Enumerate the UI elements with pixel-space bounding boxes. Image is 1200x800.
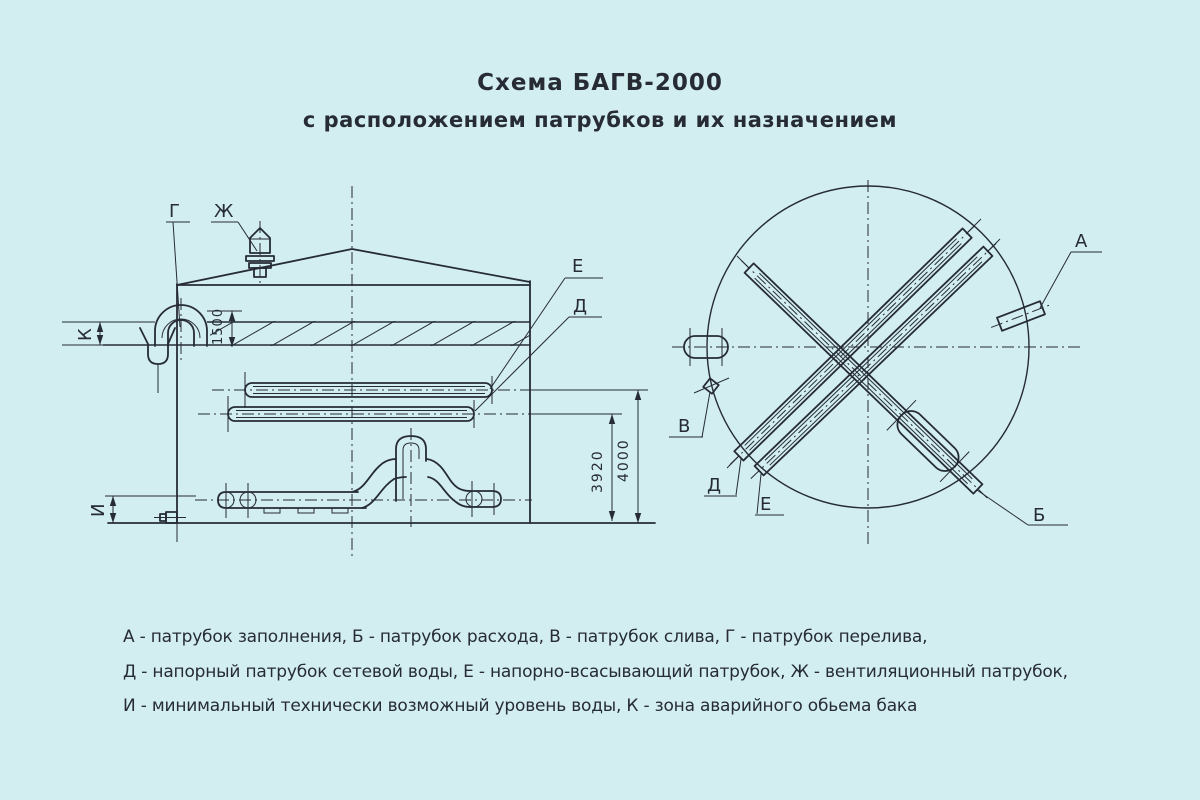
drawing-subtitle: с расположением патрубков и их назначением: [302, 108, 898, 132]
label-i: И: [88, 503, 109, 517]
label-e-side: Е: [572, 256, 584, 277]
top-view-labels: [669, 231, 1102, 526]
pipe-e-side: [212, 372, 648, 408]
label-k: К: [75, 328, 96, 341]
vent-cap: [246, 221, 274, 286]
legend: [123, 620, 1133, 724]
pipe-a-stub: [989, 298, 1054, 334]
label-a: А: [1075, 231, 1088, 252]
label-zh: Ж: [214, 201, 234, 222]
legend-line-3: И - минимальный технически возможный уровень воды, К - зона аварийного обьема бака: [123, 696, 918, 716]
roof-line: [177, 249, 530, 285]
drawing-title: Схема БАГВ-2000: [477, 70, 723, 96]
dimension-i: [88, 496, 196, 523]
label-d-plan: Д: [707, 475, 722, 496]
dimension-3920: [590, 414, 612, 521]
dimension-4000: [616, 390, 638, 523]
pipe-d-plan: [725, 219, 981, 469]
drain-stub-side: [154, 512, 186, 523]
label-e-plan: Е: [760, 494, 772, 515]
dim-1500: 1500: [211, 307, 226, 345]
label-b: Б: [1033, 505, 1046, 526]
dimension-1500: [207, 308, 242, 347]
pipe-d-side: [198, 396, 622, 432]
top-view: [669, 180, 1102, 546]
dim-4000: 4000: [616, 438, 632, 482]
side-view-labels: [166, 201, 603, 411]
suction-pipe: [195, 428, 532, 527]
dim-3920: 3920: [590, 449, 606, 493]
tank-outline: [108, 249, 655, 542]
label-g: Г: [169, 201, 180, 222]
label-v: В: [678, 416, 691, 437]
label-d-side: Д: [573, 296, 588, 317]
siphon-hump: [352, 459, 396, 492]
hatch-band: [62, 318, 560, 349]
pipe-v-stub: [694, 378, 729, 394]
legend-line-1: А - патрубок заполнения, Б - патрубок расхода, В - патрубок слива, Г - патрубок перелива,: [123, 627, 928, 647]
legend-line-2: Д - напорный патрубок сетевой воды, Е - напорно-всасывающий патрубок, Ж - вентиляционный патрубок,: [123, 661, 1068, 682]
side-view: [62, 186, 655, 556]
pipe-b-plan: [737, 256, 995, 506]
pipe-e-plan: [746, 239, 1000, 484]
dimension-k: [75, 322, 100, 345]
overflow-funnel: [140, 328, 175, 364]
